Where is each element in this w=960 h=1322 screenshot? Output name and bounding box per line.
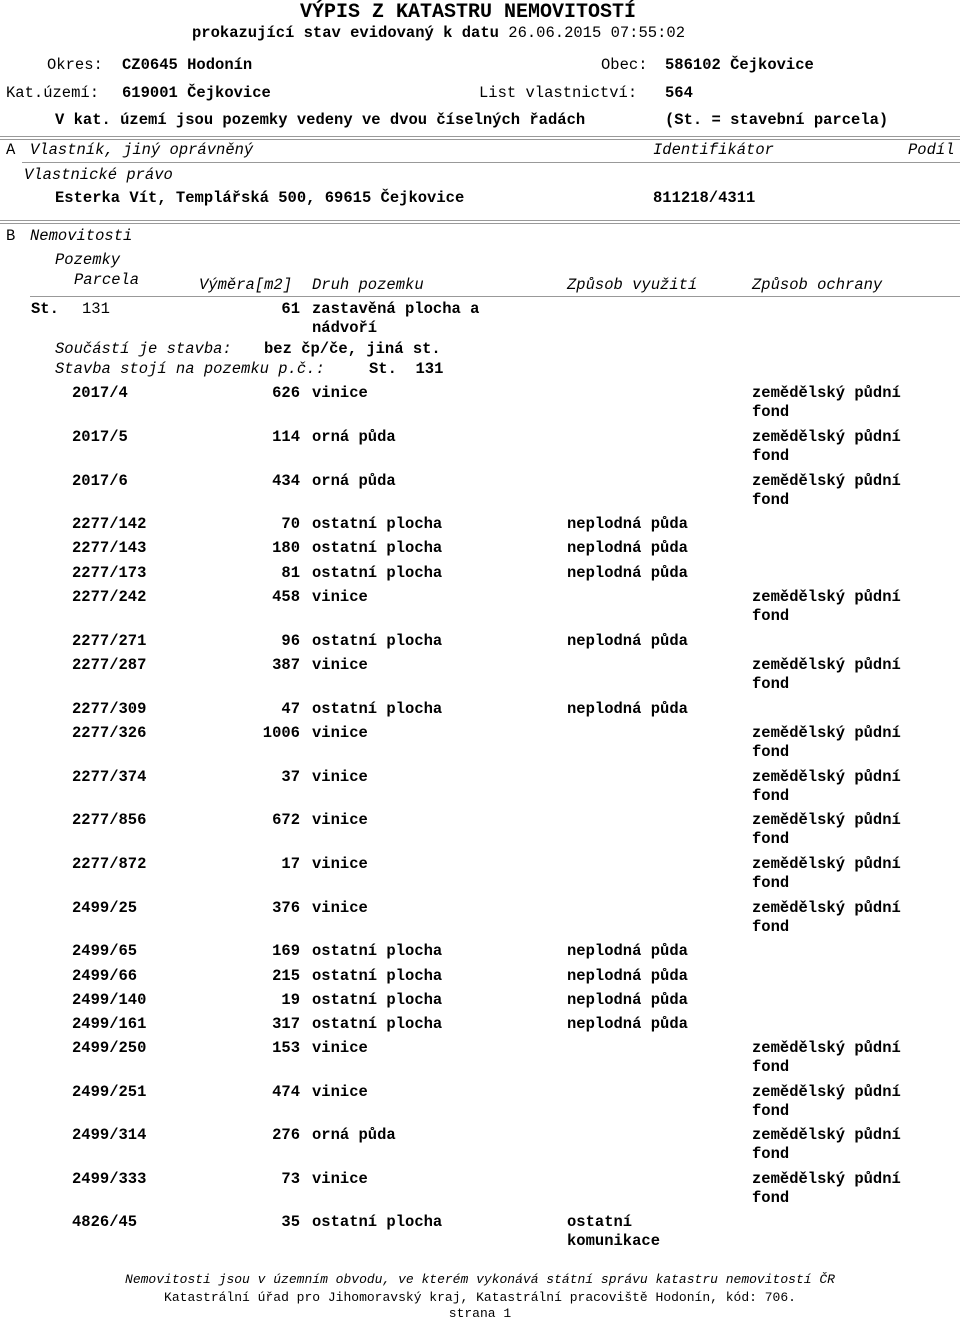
parcel-type: vinice (312, 1039, 368, 1057)
parcel-protection: zemědělský půdní (752, 1039, 901, 1057)
parcel-use: neplodná půda (567, 515, 688, 533)
parcel-type: ostatní plocha (312, 539, 443, 557)
parcel-number: 2499/66 (72, 967, 138, 985)
podil-header: Podíl (908, 141, 955, 159)
parcel-type: vinice (312, 656, 368, 674)
parcel-number: 2499/251 (72, 1083, 147, 1101)
parcel-type: ostatní plocha (312, 967, 443, 985)
parcel-type: vinice (312, 384, 368, 402)
soucasti-label: Součástí je stavba: (55, 340, 232, 358)
obec-value: 586102 Čejkovice (665, 56, 814, 74)
table-row (0, 1083, 960, 1123)
parcel-area: 153 (272, 1039, 300, 1057)
parcel-number: 2277/271 (72, 632, 147, 650)
soucasti-value: bez čp/če, jiná st. (264, 340, 441, 358)
table-row (0, 724, 960, 764)
divider (0, 220, 960, 221)
parcel-number: 2499/250 (72, 1039, 147, 1057)
parcel-use: neplodná půda (567, 967, 688, 985)
parcel-protection-cont: fond (752, 918, 790, 936)
parcel-number: 2499/140 (72, 991, 147, 1009)
parcel-area: 215 (272, 967, 300, 985)
parcel-protection: zemědělský půdní (752, 1083, 901, 1101)
parcel-protection-cont: fond (752, 830, 790, 848)
parcel-area: 672 (272, 811, 300, 829)
parcel-protection-cont: fond (752, 607, 790, 625)
parcel-protection-cont: fond (752, 743, 790, 761)
parcel-protection: zemědělský půdní (752, 428, 901, 446)
stoji-label: Stavba stojí na pozemku p.č.: (55, 360, 325, 378)
parcel-area: 376 (272, 899, 300, 917)
parcel-type: ostatní plocha (312, 991, 443, 1009)
parcel-area: 47 (281, 700, 300, 718)
parcel-area: 434 (272, 472, 300, 490)
table-row (0, 1170, 960, 1210)
parcel-use: neplodná půda (567, 942, 688, 960)
parcel-type: vinice (312, 1083, 368, 1101)
table-row (0, 384, 960, 424)
owner-name: Esterka Vít, Templářská 500, 69615 Čejkovice (55, 189, 465, 207)
footer-office: Katastrální úřad pro Jihomoravský kraj, Katastrální pracoviště Hodonín, kód: 706. (164, 1290, 796, 1305)
table-row (0, 1039, 960, 1079)
section-a-title: Vlastník, jiný oprávněný (30, 141, 254, 159)
okres-label: Okres: (47, 56, 103, 74)
stoji-value: St. 131 (369, 360, 444, 378)
parcel-protection-cont: fond (752, 1102, 790, 1120)
parcel-protection-cont: fond (752, 403, 790, 421)
table-row (0, 472, 960, 512)
table-row (0, 1213, 960, 1253)
table-row (0, 656, 960, 696)
st-prefix: St. (31, 300, 59, 318)
parcel-protection: zemědělský půdní (752, 899, 901, 917)
parcel-use: neplodná půda (567, 539, 688, 557)
parcel-type: ostatní plocha (312, 564, 443, 582)
parcel-number: 2017/4 (72, 384, 128, 402)
parcel-area: 474 (272, 1083, 300, 1101)
parcel-number: 2277/173 (72, 564, 147, 582)
table-row (0, 1126, 960, 1166)
table-row (0, 899, 960, 939)
document-title: VÝPIS Z KATASTRU NEMOVITOSTÍ (300, 1, 637, 24)
st-druh-line1: zastavěná plocha a (312, 300, 480, 318)
numbering-note: V kat. území jsou pozemky vedeny ve dvou číselných řadách (55, 111, 586, 129)
parcel-type: vinice (312, 1170, 368, 1188)
parcel-protection: zemědělský půdní (752, 768, 901, 786)
table-row (0, 811, 960, 851)
divider (22, 162, 960, 163)
parcel-protection-cont: fond (752, 874, 790, 892)
parcel-area: 73 (281, 1170, 300, 1188)
parcel-area: 180 (272, 539, 300, 557)
okres-value: CZ0645 Hodonín (122, 56, 253, 74)
report-date: 26.06.2015 07:55:02 (508, 24, 685, 42)
parcel-protection-cont: fond (752, 1145, 790, 1163)
parcel-number: 2277/287 (72, 656, 147, 674)
parcel-area: 458 (272, 588, 300, 606)
table-row (0, 428, 960, 468)
table-row (0, 588, 960, 628)
parcel-number: 2499/314 (72, 1126, 147, 1144)
parcel-use-cont: komunikace (567, 1232, 661, 1250)
parcel-protection-cont: fond (752, 675, 790, 693)
parcel-number: 2277/142 (72, 515, 147, 533)
parcel-type: ostatní plocha (312, 700, 443, 718)
parcel-number: 4826/45 (72, 1213, 138, 1231)
parcel-type: vinice (312, 724, 368, 742)
parcel-area: 276 (272, 1126, 300, 1144)
parcel-area: 1006 (262, 724, 300, 742)
parcel-use: ostatní (567, 1213, 633, 1231)
identifikator-header: Identifikátor (653, 141, 774, 159)
st-druh-line2: nádvoří (312, 319, 378, 337)
parcel-number: 2277/309 (72, 700, 147, 718)
parcel-use: neplodná půda (567, 991, 688, 1009)
parcel-area: 96 (281, 632, 300, 650)
parcel-area: 317 (272, 1015, 300, 1033)
parcel-type: ostatní plocha (312, 942, 443, 960)
parcel-protection: zemědělský půdní (752, 656, 901, 674)
parcel-protection: zemědělský půdní (752, 1170, 901, 1188)
parcel-area: 114 (272, 428, 300, 446)
parcel-protection-cont: fond (752, 787, 790, 805)
parcel-protection-cont: fond (752, 1058, 790, 1076)
parcel-protection: zemědělský půdní (752, 811, 901, 829)
section-b-title: Nemovitosti (30, 227, 133, 245)
parcel-type: vinice (312, 588, 368, 606)
vlastnicke-pravo-label: Vlastnické právo (24, 166, 173, 184)
parcel-type: vinice (312, 899, 368, 917)
katuzemi-label: Kat.území: (6, 84, 100, 102)
parcel-protection: zemědělský půdní (752, 1126, 901, 1144)
numbering-note-paren: (St. = stavební parcela) (665, 111, 889, 129)
parcel-number: 2499/161 (72, 1015, 147, 1033)
parcel-type: ostatní plocha (312, 632, 443, 650)
table-row (0, 855, 960, 895)
parcel-type: orná půda (312, 428, 396, 446)
parcel-area: 35 (281, 1213, 300, 1231)
parcel-area: 70 (281, 515, 300, 533)
pozemky-label: Pozemky (55, 251, 121, 269)
parcel-number: 2017/6 (72, 472, 128, 490)
parcel-area: 37 (281, 768, 300, 786)
katuzemi-value: 619001 Čejkovice (122, 84, 271, 102)
parcel-area: 626 (272, 384, 300, 402)
lv-label: List vlastnictví: (479, 84, 638, 102)
parcel-protection-cont: fond (752, 1189, 790, 1207)
divider (0, 139, 960, 140)
parcel-number: 2499/65 (72, 942, 138, 960)
parcel-area: 19 (281, 991, 300, 1009)
divider (0, 223, 960, 224)
divider (30, 296, 960, 297)
parcel-area: 387 (272, 656, 300, 674)
parcel-type: orná půda (312, 1126, 396, 1144)
parcel-area: 17 (281, 855, 300, 873)
parcel-type: vinice (312, 811, 368, 829)
parcel-number: 2277/242 (72, 588, 147, 606)
st-vymera: 61 (281, 300, 300, 318)
owner-identifier: 811218/4311 (653, 189, 756, 207)
parcel-type: ostatní plocha (312, 1015, 443, 1033)
parcel-number: 2277/872 (72, 855, 147, 873)
column-ochrana: Způsob ochrany (752, 276, 883, 294)
parcel-area: 81 (281, 564, 300, 582)
parcel-protection-cont: fond (752, 491, 790, 509)
parcel-use: neplodná půda (567, 700, 688, 718)
parcel-type: vinice (312, 855, 368, 873)
parcel-number: 2017/5 (72, 428, 128, 446)
parcel-protection: zemědělský půdní (752, 588, 901, 606)
column-vymera: Výměra[m2] (199, 276, 293, 294)
parcel-type: orná půda (312, 472, 396, 490)
parcel-use: neplodná půda (567, 632, 688, 650)
obec-label: Obec: (601, 56, 648, 74)
footer-note: Nemovitosti jsou v územním obvodu, ve kterém vykonává státní správu katastru nemovitostí ČR (125, 1272, 835, 1287)
parcel-number: 2277/856 (72, 811, 147, 829)
parcel-protection: zemědělský půdní (752, 384, 901, 402)
section-a-letter: A (6, 141, 16, 159)
subtitle-prefix: prokazující stav evidovaný k datu (192, 24, 499, 42)
page-number: strana 1 (448, 1306, 512, 1321)
parcel-number: 2499/25 (72, 899, 138, 917)
parcel-protection: zemědělský půdní (752, 855, 901, 873)
parcel-number: 2277/143 (72, 539, 147, 557)
column-druh: Druh pozemku (312, 276, 424, 294)
parcel-use: neplodná půda (567, 564, 688, 582)
parcel-area: 169 (272, 942, 300, 960)
section-b-letter: B (6, 227, 16, 245)
st-number: 131 (82, 300, 110, 318)
table-row (0, 768, 960, 808)
parcel-protection: zemědělský půdní (752, 472, 901, 490)
divider (0, 136, 960, 137)
parcel-number: 2277/326 (72, 724, 147, 742)
parcel-type: ostatní plocha (312, 1213, 443, 1231)
document-subtitle (192, 24, 685, 43)
parcel-protection-cont: fond (752, 447, 790, 465)
parcel-use: neplodná půda (567, 1015, 688, 1033)
parcel-protection: zemědělský půdní (752, 724, 901, 742)
lv-value: 564 (665, 84, 693, 102)
column-parcela: Parcela (74, 271, 140, 289)
parcel-number: 2277/374 (72, 768, 147, 786)
column-vyuziti: Způsob využití (567, 276, 698, 294)
parcel-type: ostatní plocha (312, 515, 443, 533)
parcel-type: vinice (312, 768, 368, 786)
parcel-number: 2499/333 (72, 1170, 147, 1188)
